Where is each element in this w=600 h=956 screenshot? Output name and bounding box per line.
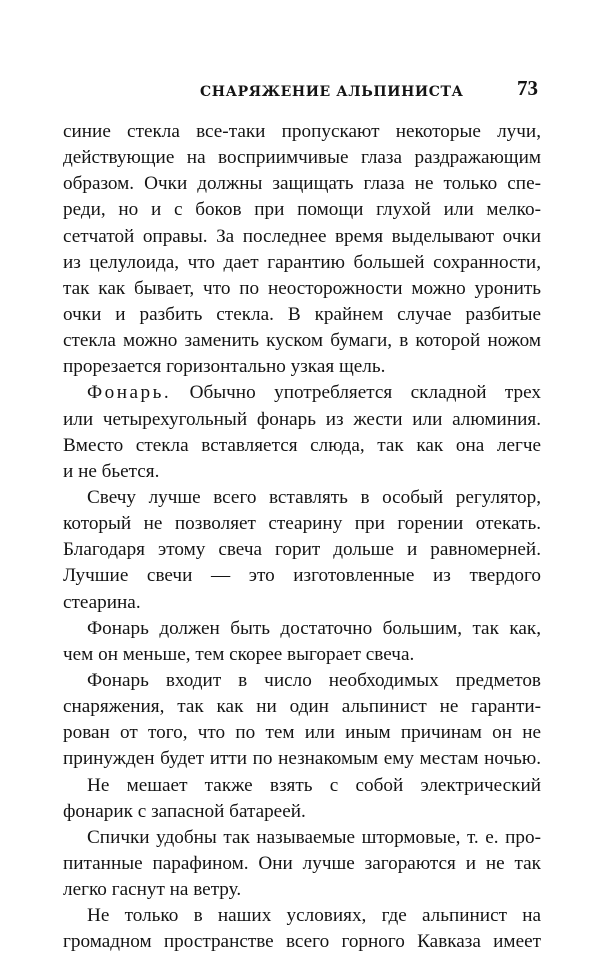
text-line: сетчатой оправы. За последнее время выделывают очки: [63, 225, 541, 247]
page-number: 73: [517, 76, 538, 100]
text-line: Спички удобны так называемые штормовые, т. е. про-: [87, 826, 541, 848]
text-line: Фонарь должен быть достаточно большим, так как,: [87, 617, 541, 639]
text-line: Свечу лучше всего вставлять в особый регулятор,: [87, 486, 541, 508]
text-line: который не позволяет стеарину при горении отекать.: [63, 513, 541, 535]
text-line: Вместо стекла вставляется слюда, так как она легче: [63, 434, 541, 456]
text-line: [63, 380, 541, 406]
text-line: реди, но и с боков при помощи глухой или мелко-: [63, 199, 541, 221]
text-line: принужден будет итти по незнакомым ему местам ночью.: [63, 748, 541, 770]
text-line: и не бьется.: [63, 460, 160, 482]
text-line: Не только в наших условиях, где альпинист на: [87, 905, 541, 927]
spaced-heading-word: Фонарь.: [87, 382, 172, 404]
text-line: рован от того, что по тем или иным причинам он не: [63, 722, 541, 744]
text-line: так как бывает, что по неосторожности можно уронить: [63, 277, 541, 299]
text-line: стекла можно заменить куском бумаги, в которой ножом: [63, 330, 541, 352]
text-line: Лучшие свечи — это изготовленные из твердого: [63, 565, 541, 587]
text-line: Не мешает также взять с собой электрический: [87, 774, 541, 796]
text-line: питанные парафином. Они лучше загораются и не так: [63, 852, 541, 874]
text-line: из целулоида, что дает гарантию большей сохранности,: [63, 251, 541, 273]
text-line: громадном пространстве всего горного Кавказа имеет: [63, 931, 541, 953]
text-line-rest: Обычно употребляется складной трех: [171, 382, 541, 404]
text-line: действующие на восприимчивые глаза раздражающим: [63, 147, 541, 169]
text-line: Благодаря этому свеча горит дольше и равномерней.: [63, 539, 541, 561]
text-line: очки и разбить стекла. В крайнем случае разбитые: [63, 303, 541, 325]
text-line: фонарик с запасной батареей.: [63, 800, 306, 822]
text-line: снаряжения, так как ни один альпинист не гаранти-: [63, 696, 541, 718]
text-line: прорезается горизонтально узкая щель.: [63, 356, 386, 378]
text-line: или четырехугольный фонарь из жести или алюминия.: [63, 408, 541, 430]
text-line: образом. Очки должны защищать глаза не только спе-: [63, 173, 541, 195]
body-text: [63, 119, 541, 956]
text-line: синие стекла все-таки пропускают некоторые лучи,: [63, 121, 541, 142]
text-line: стеарина.: [63, 591, 141, 613]
text-line: Фонарь входит в число необходимых предметов: [87, 669, 541, 691]
text-line: легко гаснут на ветру.: [63, 879, 242, 901]
text-line: чем он меньше, тем скорее выгорает свеча.: [63, 643, 415, 665]
running-title: СНАРЯЖЕНИЕ АЛЬПИНИСТА: [200, 84, 464, 100]
